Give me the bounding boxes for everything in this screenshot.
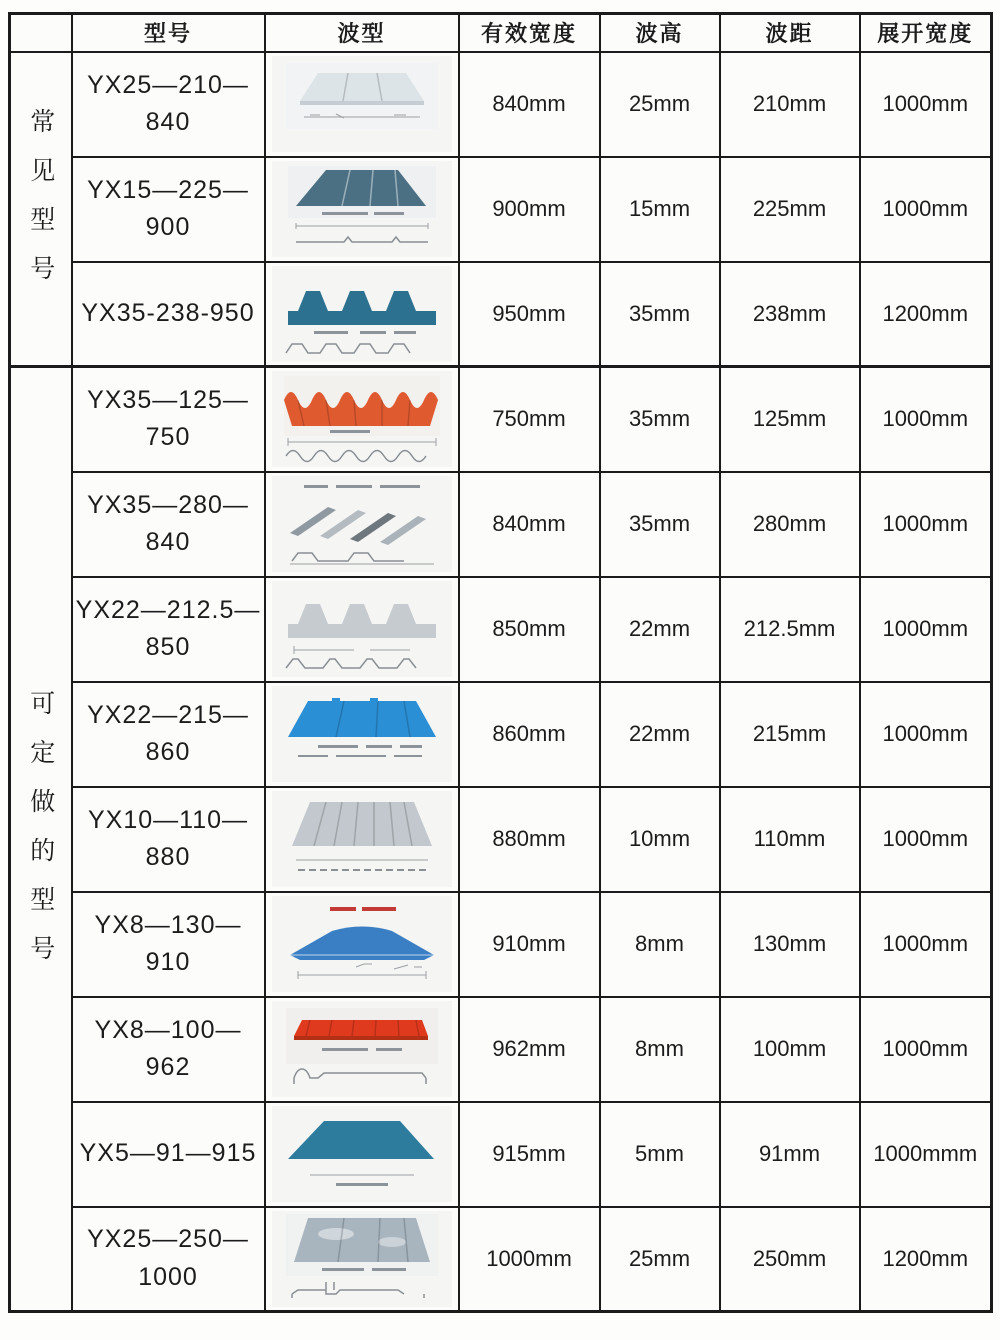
unfold-width-cell: 1000mmm — [860, 1102, 992, 1207]
header-wave-pitch: 波距 — [720, 14, 860, 52]
table-row — [10, 997, 992, 1102]
wave-height-cell: 10mm — [600, 787, 720, 892]
unfold-width-cell: 1000mm — [860, 787, 992, 892]
wave-height-cell: 25mm — [600, 52, 720, 157]
header-model: 型号 — [72, 14, 265, 52]
effective-width-cell: 950mm — [459, 262, 600, 367]
table-row — [10, 892, 992, 997]
group-label-common-models: 常见型号 — [26, 108, 55, 305]
model-cell: YX10—110—880 — [72, 787, 265, 892]
wave-height-cell: 8mm — [600, 997, 720, 1102]
profile-spec-table — [8, 12, 993, 1313]
effective-width-cell: 750mm — [459, 367, 600, 472]
panel-shape — [300, 73, 424, 101]
effective-width-cell: 880mm — [459, 787, 600, 892]
profile-cell — [265, 367, 459, 472]
profile-image-corrugated-wave-orange — [272, 371, 452, 467]
wave-pitch-cell: 130mm — [720, 892, 860, 997]
profile-image-flat-panel-light-gray — [272, 56, 452, 152]
wave-pitch-cell: 100mm — [720, 997, 860, 1102]
wave-pitch-cell: 225mm — [720, 157, 860, 262]
effective-width-cell: 840mm — [459, 52, 600, 157]
profile-image-fine-rib-panel-gray — [272, 791, 452, 887]
profile-cell — [265, 472, 459, 577]
unfold-width-cell: 1000mm — [860, 157, 992, 262]
header-profile: 波型 — [265, 14, 459, 52]
wave-pitch-cell: 125mm — [720, 367, 860, 472]
profile-cell — [265, 787, 459, 892]
effective-width-cell: 915mm — [459, 1102, 600, 1207]
model-cell: YX15—225—900 — [72, 157, 265, 262]
group-cell-common-models — [10, 52, 72, 367]
profile-cell — [265, 682, 459, 787]
effective-width-cell: 840mm — [459, 472, 600, 577]
unfold-width-cell: 1000mm — [860, 682, 992, 787]
profile-image-seamed-panel-gray-blue — [272, 1211, 452, 1307]
profile-cell — [265, 262, 459, 367]
panel-shape — [294, 1218, 430, 1262]
group-cell-customizable-models — [10, 367, 72, 1312]
wave-height-cell: 35mm — [600, 472, 720, 577]
wave-height-cell: 22mm — [600, 577, 720, 682]
effective-width-cell: 900mm — [459, 157, 600, 262]
unfold-width-cell: 1000mm — [860, 577, 992, 682]
profile-cell — [265, 997, 459, 1102]
unfold-width-cell: 1200mm — [860, 1207, 992, 1312]
panel-shape — [288, 604, 436, 638]
effective-width-cell: 850mm — [459, 577, 600, 682]
wave-pitch-cell: 215mm — [720, 682, 860, 787]
profile-cell — [265, 577, 459, 682]
model-cell: YX22—212.5—850 — [72, 577, 265, 682]
wave-height-cell: 25mm — [600, 1207, 720, 1312]
panel-shape — [288, 701, 436, 737]
profile-image-flat-rib-panel-red — [272, 1001, 452, 1097]
table-row — [10, 787, 992, 892]
profile-image-ribbed-panel-dark-teal — [272, 161, 452, 257]
profile-cell — [265, 892, 459, 997]
profile-cell — [265, 52, 459, 157]
wave-height-cell: 15mm — [600, 157, 720, 262]
unfold-width-cell: 1000mm — [860, 472, 992, 577]
profile-image-standing-seam-strips-gray — [272, 476, 452, 572]
model-cell: YX35—125—750 — [72, 367, 265, 472]
wave-height-cell: 35mm — [600, 262, 720, 367]
profile-cell — [265, 1207, 459, 1312]
profile-image-trapezoid-rib-panel-teal — [272, 266, 452, 362]
table-row — [10, 367, 992, 472]
wave-pitch-cell: 91mm — [720, 1102, 860, 1207]
panel-shape — [294, 1020, 428, 1036]
profile-image-arched-panel-blue — [272, 896, 452, 992]
wave-pitch-cell: 110mm — [720, 787, 860, 892]
table-row — [10, 157, 992, 262]
profile-image-flat-sheet-teal — [272, 1106, 452, 1202]
model-cell: YX25—210—840 — [72, 52, 265, 157]
profile-image-ribbed-panel-bright-blue — [272, 686, 452, 782]
wave-height-cell: 5mm — [600, 1102, 720, 1207]
model-cell: YX8—130—910 — [72, 892, 265, 997]
table-row — [10, 1207, 992, 1312]
model-cell: YX25—250—1000 — [72, 1207, 265, 1312]
table-row — [10, 1102, 992, 1207]
wave-pitch-cell: 238mm — [720, 262, 860, 367]
group-label-customizable-models: 可定做的型号 — [26, 689, 55, 984]
effective-width-cell: 860mm — [459, 682, 600, 787]
effective-width-cell: 910mm — [459, 892, 600, 997]
profile-cell — [265, 1102, 459, 1207]
header-wave-height: 波高 — [600, 14, 720, 52]
effective-width-cell: 962mm — [459, 997, 600, 1102]
wave-height-cell: 22mm — [600, 682, 720, 787]
profile-cell — [265, 157, 459, 262]
unfold-width-cell: 1200mm — [860, 262, 992, 367]
header-effective-width: 有效宽度 — [459, 14, 600, 52]
model-cell: YX8—100—962 — [72, 997, 265, 1102]
header-unfold-width: 展开宽度 — [860, 14, 992, 52]
table-row — [10, 262, 992, 367]
unfold-width-cell: 1000mm — [860, 997, 992, 1102]
panel-shape — [288, 291, 436, 325]
table-row — [10, 472, 992, 577]
model-cell: YX35—280—840 — [72, 472, 265, 577]
header-group — [10, 14, 72, 52]
effective-width-cell: 1000mm — [459, 1207, 600, 1312]
unfold-width-cell: 1000mm — [860, 52, 992, 157]
wave-pitch-cell: 212.5mm — [720, 577, 860, 682]
unfold-width-cell: 1000mm — [860, 892, 992, 997]
panel-shape — [288, 1121, 434, 1159]
header-row — [10, 14, 992, 52]
model-cell: YX5—91—915 — [72, 1102, 265, 1207]
wave-height-cell: 35mm — [600, 367, 720, 472]
wave-height-cell: 8mm — [600, 892, 720, 997]
unfold-width-cell: 1000mm — [860, 367, 992, 472]
model-cell: YX35-238-950 — [72, 262, 265, 367]
table-row — [10, 577, 992, 682]
table-row — [10, 52, 992, 157]
model-cell: YX22—215—860 — [72, 682, 265, 787]
wave-pitch-cell: 280mm — [720, 472, 860, 577]
wave-pitch-cell: 250mm — [720, 1207, 860, 1312]
table-row — [10, 682, 992, 787]
wave-pitch-cell: 210mm — [720, 52, 860, 157]
profile-image-trapezoid-rib-panel-gray — [272, 581, 452, 677]
